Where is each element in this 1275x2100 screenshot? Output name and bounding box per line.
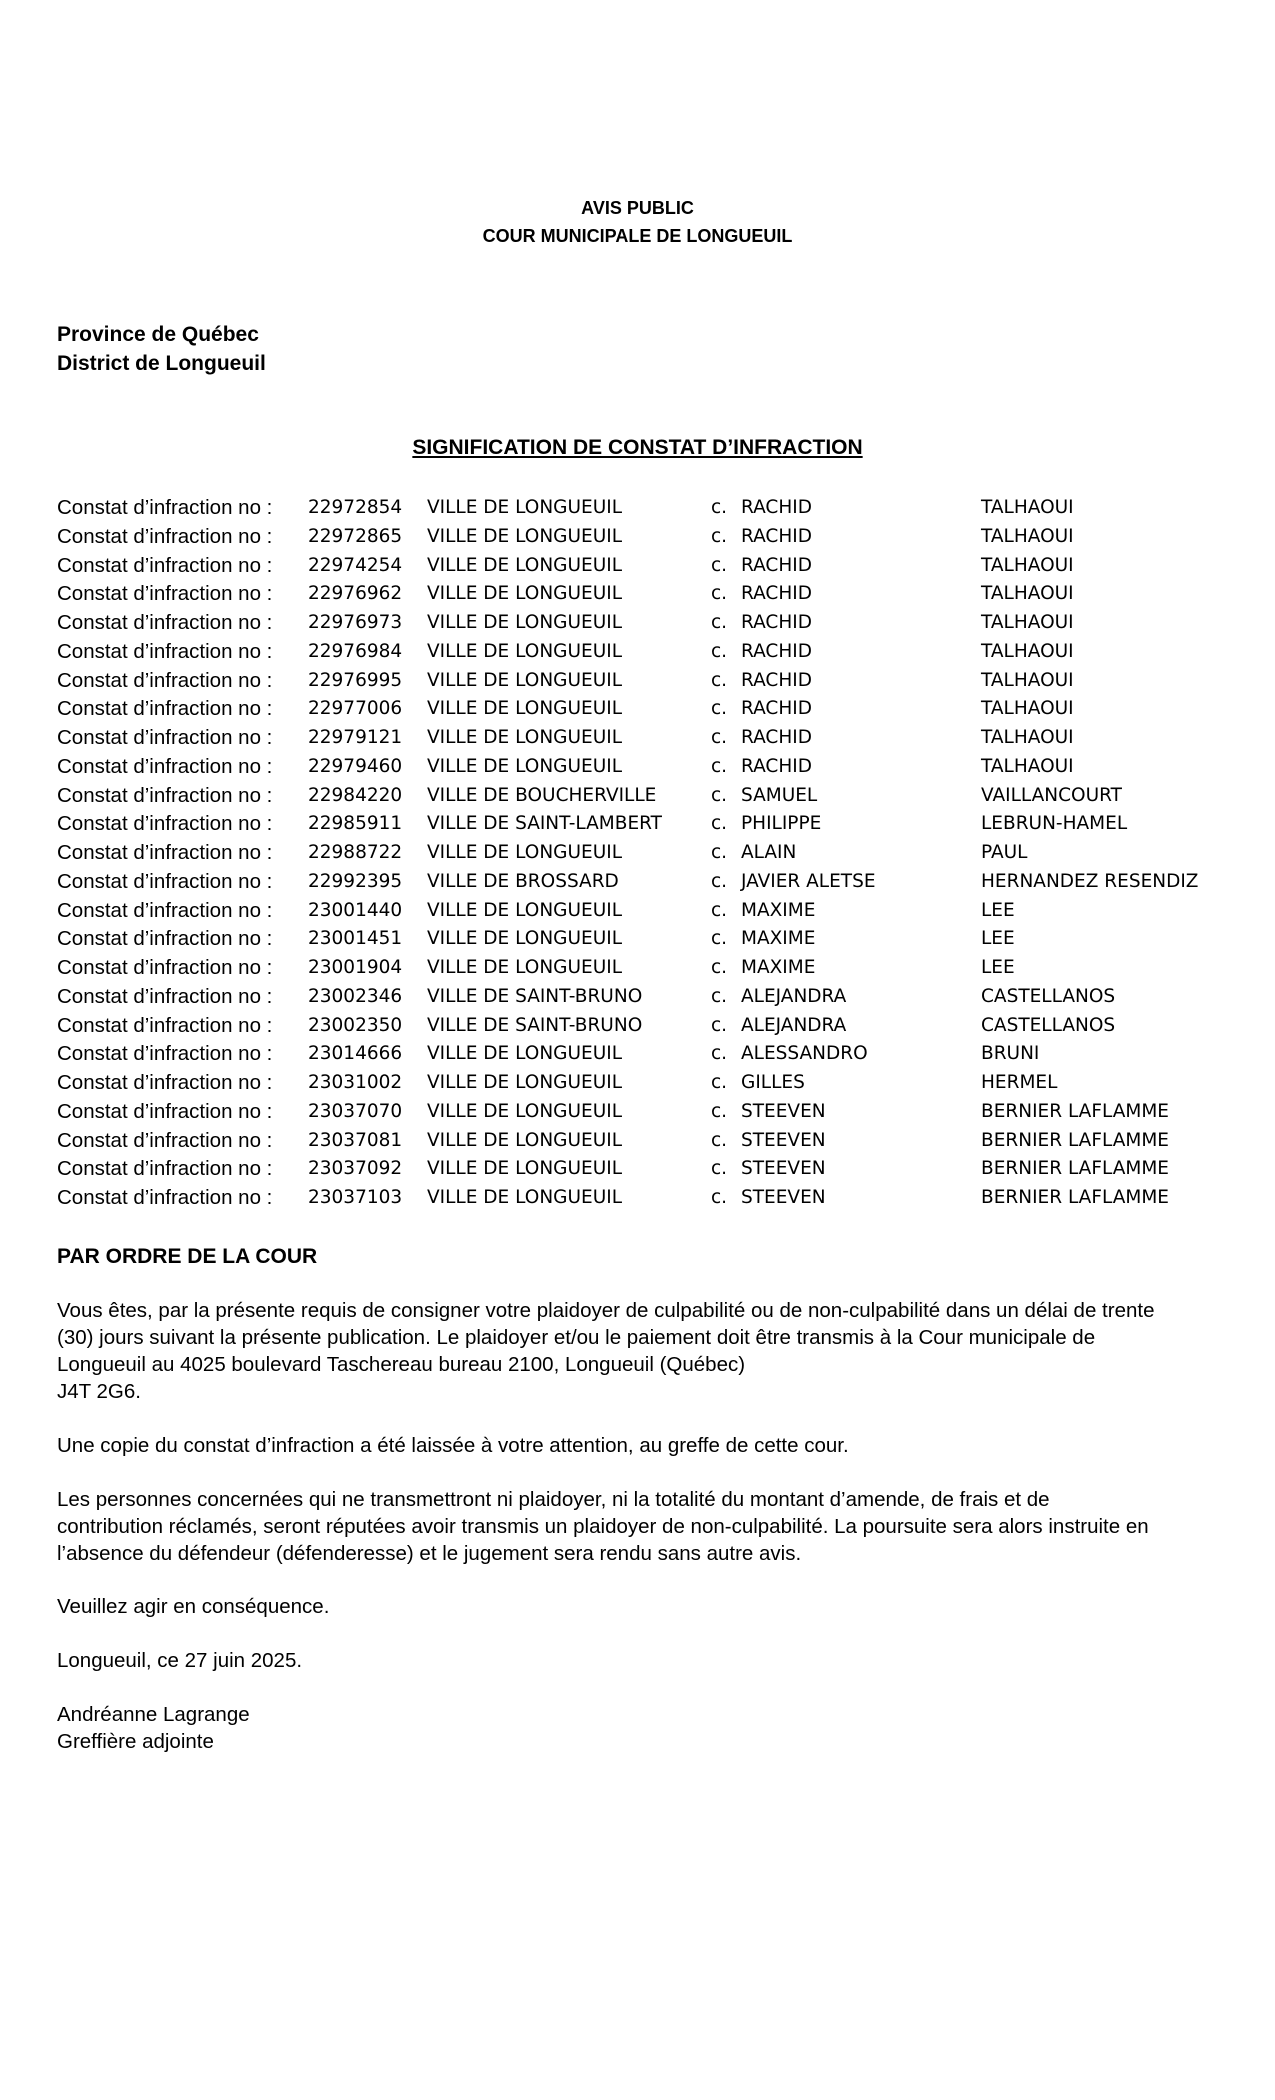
defendant-last-name: BRUNI [981,1043,1040,1065]
plaintiff-city: VILLE DE LONGUEUIL [427,899,623,921]
versus-marker: c. [711,784,728,806]
plaintiff-city: VILLE DE LONGUEUIL [427,957,623,978]
plaintiff-city: VILLE DE BOUCHERVILLE [427,784,657,806]
infraction-row [57,1069,1237,1098]
infraction-label: Constat d’infraction no : [57,726,273,749]
plaintiff-city: VILLE DE LONGUEUIL [427,1043,623,1065]
plaintiff-city: VILLE DE LONGUEUIL [427,612,623,633]
infraction-row [57,810,1237,839]
defendant-last-name: TALHAOUI [981,727,1074,748]
infraction-number: 22985911 [308,813,403,835]
infraction-row [57,753,1237,782]
infraction-label: Constat d’infraction no : [57,668,273,692]
infraction-number: 22976973 [308,612,403,633]
defendant-first-name: RACHID [741,669,812,691]
infraction-row [57,839,1237,868]
versus-marker: c. [711,669,728,691]
versus-marker: c. [711,1072,728,1093]
infraction-number: 22974254 [308,554,403,576]
versus-marker: c. [711,525,728,547]
defendant-first-name: RACHID [741,612,812,633]
defendant-last-name: BERNIER LAFLAMME [981,1100,1169,1122]
plaintiff-city: VILLE DE SAINT-LAMBERT [427,813,662,835]
place-date: Longueuil, ce 27 juin 2025. [57,1649,303,1672]
infraction-number: 22972865 [308,525,403,547]
defendant-first-name: RACHID [741,583,812,605]
infraction-number: 22976962 [308,583,403,605]
infraction-label: Constat d’infraction no : [57,611,273,634]
plaintiff-city: VILLE DE LONGUEUIL [427,727,623,748]
infraction-number: 22992395 [308,870,403,892]
defendant-first-name: MAXIME [741,899,816,921]
infraction-label: Constat d’infraction no : [57,783,273,807]
section-title: SIGNIFICATION DE CONSTAT D’INFRACTION [412,436,863,459]
defendant-first-name: ALEJANDRA [741,1014,847,1036]
infraction-label: Constat d’infraction no : [57,524,273,548]
infraction-label: Constat d’infraction no : [57,697,273,721]
versus-marker: c. [711,612,728,633]
defendant-last-name: CASTELLANOS [981,985,1116,1007]
signatory-title: Greffière adjointe [57,1730,214,1753]
defendant-first-name: GILLES [741,1072,805,1093]
plaintiff-city: VILLE DE LONGUEUIL [427,554,623,576]
infraction-row [57,1155,1237,1184]
infraction-label: Constat d’infraction no : [57,1099,273,1123]
defendant-last-name: PAUL [981,842,1028,863]
defendant-first-name: MAXIME [741,928,816,950]
defendant-first-name: STEEVEN [741,1187,826,1208]
infraction-number: 23002350 [308,1014,403,1036]
plaintiff-city: VILLE DE LONGUEUIL [427,928,623,950]
plaintiff-city: VILLE DE LONGUEUIL [427,669,623,691]
versus-marker: c. [711,1100,728,1122]
versus-marker: c. [711,813,728,835]
defendant-last-name: LEE [981,899,1015,921]
paragraph-line: Les personnes concernées qui ne transmettront ni plaidoyer, ni la totalité du montant d’amende, de frais et de [57,1488,1050,1511]
province-label: Province de Québec [57,323,259,346]
defendant-last-name: BERNIER LAFLAMME [981,1129,1169,1151]
infraction-label: Constat d’infraction no : [57,496,273,519]
plaintiff-city: VILLE DE LONGUEUIL [427,497,623,518]
infraction-row [57,1012,1237,1041]
versus-marker: c. [711,842,728,863]
infraction-label: Constat d’infraction no : [57,812,273,836]
paragraph-line: Vous êtes, par la présente requis de consigner votre plaidoyer de culpabilité ou de non-culpabilité dans un délai de trente [57,1299,1155,1322]
court-name: COUR MUNICIPALE DE LONGUEUIL [482,226,793,246]
paragraph-line: (30) jours suivant la présente publication. Le plaidoyer et/ou le paiement doit être transmis à la Cour municipale de [57,1326,1096,1349]
versus-marker: c. [711,1158,728,1180]
infraction-row [57,1184,1237,1213]
defendant-last-name: CASTELLANOS [981,1014,1116,1036]
infraction-label: Constat d’infraction no : [57,553,273,577]
defendant-first-name: ALESSANDRO [741,1043,868,1065]
infraction-label: Constat d’infraction no : [57,1128,273,1152]
infraction-number: 23014666 [308,1043,403,1065]
infraction-number: 23037103 [308,1187,403,1208]
defendant-first-name: RACHID [741,525,812,547]
defendant-last-name: TALHAOUI [981,525,1074,547]
plaintiff-city: VILLE DE BROSSARD [427,870,619,892]
defendant-last-name: BERNIER LAFLAMME [981,1187,1169,1208]
paragraph-line: Longueuil au 4025 boulevard Taschereau bureau 2100, Longueuil (Québec) [57,1353,746,1376]
plaintiff-city: VILLE DE LONGUEUIL [427,1187,623,1208]
defendant-first-name: RACHID [741,554,812,576]
defendant-last-name: LEBRUN-HAMEL [981,813,1128,835]
infraction-number: 23001451 [308,928,403,950]
infraction-number: 22976984 [308,640,403,662]
infraction-number: 23031002 [308,1072,403,1093]
infraction-label: Constat d’infraction no : [57,984,273,1008]
infraction-number: 22984220 [308,784,403,806]
versus-marker: c. [711,727,728,748]
infraction-label: Constat d’infraction no : [57,841,273,864]
infraction-label: Constat d’infraction no : [57,898,273,922]
infraction-number: 22979121 [308,727,403,748]
plaintiff-city: VILLE DE LONGUEUIL [427,525,623,547]
defendant-first-name: RACHID [741,497,812,518]
infraction-label: Constat d’infraction no : [57,956,273,979]
defendant-last-name: TALHAOUI [981,612,1074,633]
infraction-label: Constat d’infraction no : [57,1071,273,1094]
plaintiff-city: VILLE DE LONGUEUIL [427,842,623,863]
infraction-label: Constat d’infraction no : [57,754,273,778]
infraction-row [57,667,1237,696]
versus-marker: c. [711,1014,728,1036]
infraction-row [57,580,1237,609]
signatory-name: Andréanne Lagrange [57,1703,250,1726]
defendant-last-name: TALHAOUI [981,497,1074,518]
defendant-last-name: BERNIER LAFLAMME [981,1158,1169,1180]
plea-instructions-paragraph [57,1297,1227,1405]
infraction-row [57,897,1237,926]
versus-marker: c. [711,497,728,518]
defendant-first-name: PHILIPPE [741,813,822,835]
paragraph-line: J4T 2G6. [57,1380,141,1403]
paragraph-line: contribution réclamés, seront réputées avoir transmis un plaidoyer de non-culpabilité. La poursuite sera alors instruite en [57,1515,1149,1538]
defendant-last-name: TALHAOUI [981,640,1074,662]
infraction-row [57,523,1237,552]
defendant-last-name: TALHAOUI [981,554,1074,576]
infraction-row [57,638,1237,667]
infraction-row [57,925,1237,954]
infraction-number: 22977006 [308,698,403,720]
defendant-first-name: STEEVEN [741,1129,826,1151]
infraction-row [57,494,1237,523]
versus-marker: c. [711,755,728,777]
plaintiff-city: VILLE DE LONGUEUIL [427,698,623,720]
plaintiff-city: VILLE DE LONGUEUIL [427,1100,623,1122]
default-judgment-paragraph [57,1486,1227,1567]
infraction-row [57,1040,1237,1069]
versus-marker: c. [711,583,728,605]
infraction-row [57,695,1237,724]
infraction-number: 23037081 [308,1129,403,1151]
infraction-row [57,782,1237,811]
infraction-number: 23002346 [308,985,403,1007]
infraction-row [57,868,1237,897]
versus-marker: c. [711,928,728,950]
defendant-first-name: STEEVEN [741,1100,826,1122]
plaintiff-city: VILLE DE LONGUEUIL [427,640,623,662]
versus-marker: c. [711,870,728,892]
defendant-last-name: TALHAOUI [981,583,1074,605]
infraction-number: 23037092 [308,1158,403,1180]
versus-marker: c. [711,957,728,978]
versus-marker: c. [711,985,728,1007]
defendant-last-name: HERMEL [981,1072,1058,1093]
infraction-number: 23001440 [308,899,403,921]
infraction-number: 22972854 [308,497,403,518]
infraction-row [57,1127,1237,1156]
defendant-first-name: RACHID [741,755,812,777]
versus-marker: c. [711,640,728,662]
defendant-first-name: ALAIN [741,842,797,863]
plaintiff-city: VILLE DE LONGUEUIL [427,1158,623,1180]
defendant-first-name: SAMUEL [741,784,818,806]
plaintiff-city: VILLE DE LONGUEUIL [427,1129,623,1151]
defendant-first-name: RACHID [741,698,812,720]
infraction-row [57,1098,1237,1127]
versus-marker: c. [711,554,728,576]
infraction-label: Constat d’infraction no : [57,1157,273,1181]
versus-marker: c. [711,1129,728,1151]
infraction-label: Constat d’infraction no : [57,1186,273,1209]
infraction-list [57,494,1237,1213]
infraction-number: 22976995 [308,669,403,691]
plaintiff-city: VILLE DE LONGUEUIL [427,583,623,605]
infraction-label: Constat d’infraction no : [57,1042,273,1066]
defendant-last-name: TALHAOUI [981,698,1074,720]
plaintiff-city: VILLE DE SAINT-BRUNO [427,985,643,1007]
infraction-number: 22988722 [308,842,403,863]
infraction-number: 23001904 [308,957,403,978]
defendant-last-name: TALHAOUI [981,669,1074,691]
plaintiff-city: VILLE DE SAINT-BRUNO [427,1014,643,1036]
versus-marker: c. [711,698,728,720]
copy-notice-paragraph: Une copie du constat d’infraction a été laissée à votre attention, au greffe de cette cour. [57,1434,849,1457]
infraction-row [57,609,1237,638]
infraction-number: 22979460 [308,755,403,777]
defendant-first-name: ALEJANDRA [741,985,847,1007]
infraction-label: Constat d’infraction no : [57,1013,273,1037]
defendant-first-name: STEEVEN [741,1158,826,1180]
defendant-last-name: LEE [981,928,1015,950]
notice-heading: AVIS PUBLIC [581,198,694,218]
infraction-row [57,954,1237,983]
infraction-label: Constat d’infraction no : [57,639,273,663]
act-accordingly-paragraph: Veuillez agir en conséquence. [57,1595,330,1618]
defendant-first-name: RACHID [741,727,812,748]
defendant-last-name: LEE [981,957,1015,978]
versus-marker: c. [711,1043,728,1065]
infraction-label: Constat d’infraction no : [57,869,273,893]
versus-marker: c. [711,1187,728,1208]
infraction-row [57,552,1237,581]
versus-marker: c. [711,899,728,921]
infraction-row [57,983,1237,1012]
infraction-row [57,724,1237,753]
defendant-first-name: JAVIER ALETSE [741,870,876,892]
plaintiff-city: VILLE DE LONGUEUIL [427,755,623,777]
defendant-first-name: RACHID [741,640,812,662]
order-heading: PAR ORDRE DE LA COUR [57,1245,318,1268]
defendant-last-name: VAILLANCOURT [981,784,1122,806]
defendant-last-name: TALHAOUI [981,755,1074,777]
infraction-number: 23037070 [308,1100,403,1122]
plaintiff-city: VILLE DE LONGUEUIL [427,1072,623,1093]
paragraph-line: l’absence du défendeur (défenderesse) et le jugement sera rendu sans autre avis. [57,1542,802,1565]
district-label: District de Longueuil [57,352,266,375]
defendant-first-name: MAXIME [741,957,816,978]
defendant-last-name: HERNANDEZ RESENDIZ [981,870,1199,892]
infraction-label: Constat d’infraction no : [57,582,273,606]
infraction-label: Constat d’infraction no : [57,927,273,951]
